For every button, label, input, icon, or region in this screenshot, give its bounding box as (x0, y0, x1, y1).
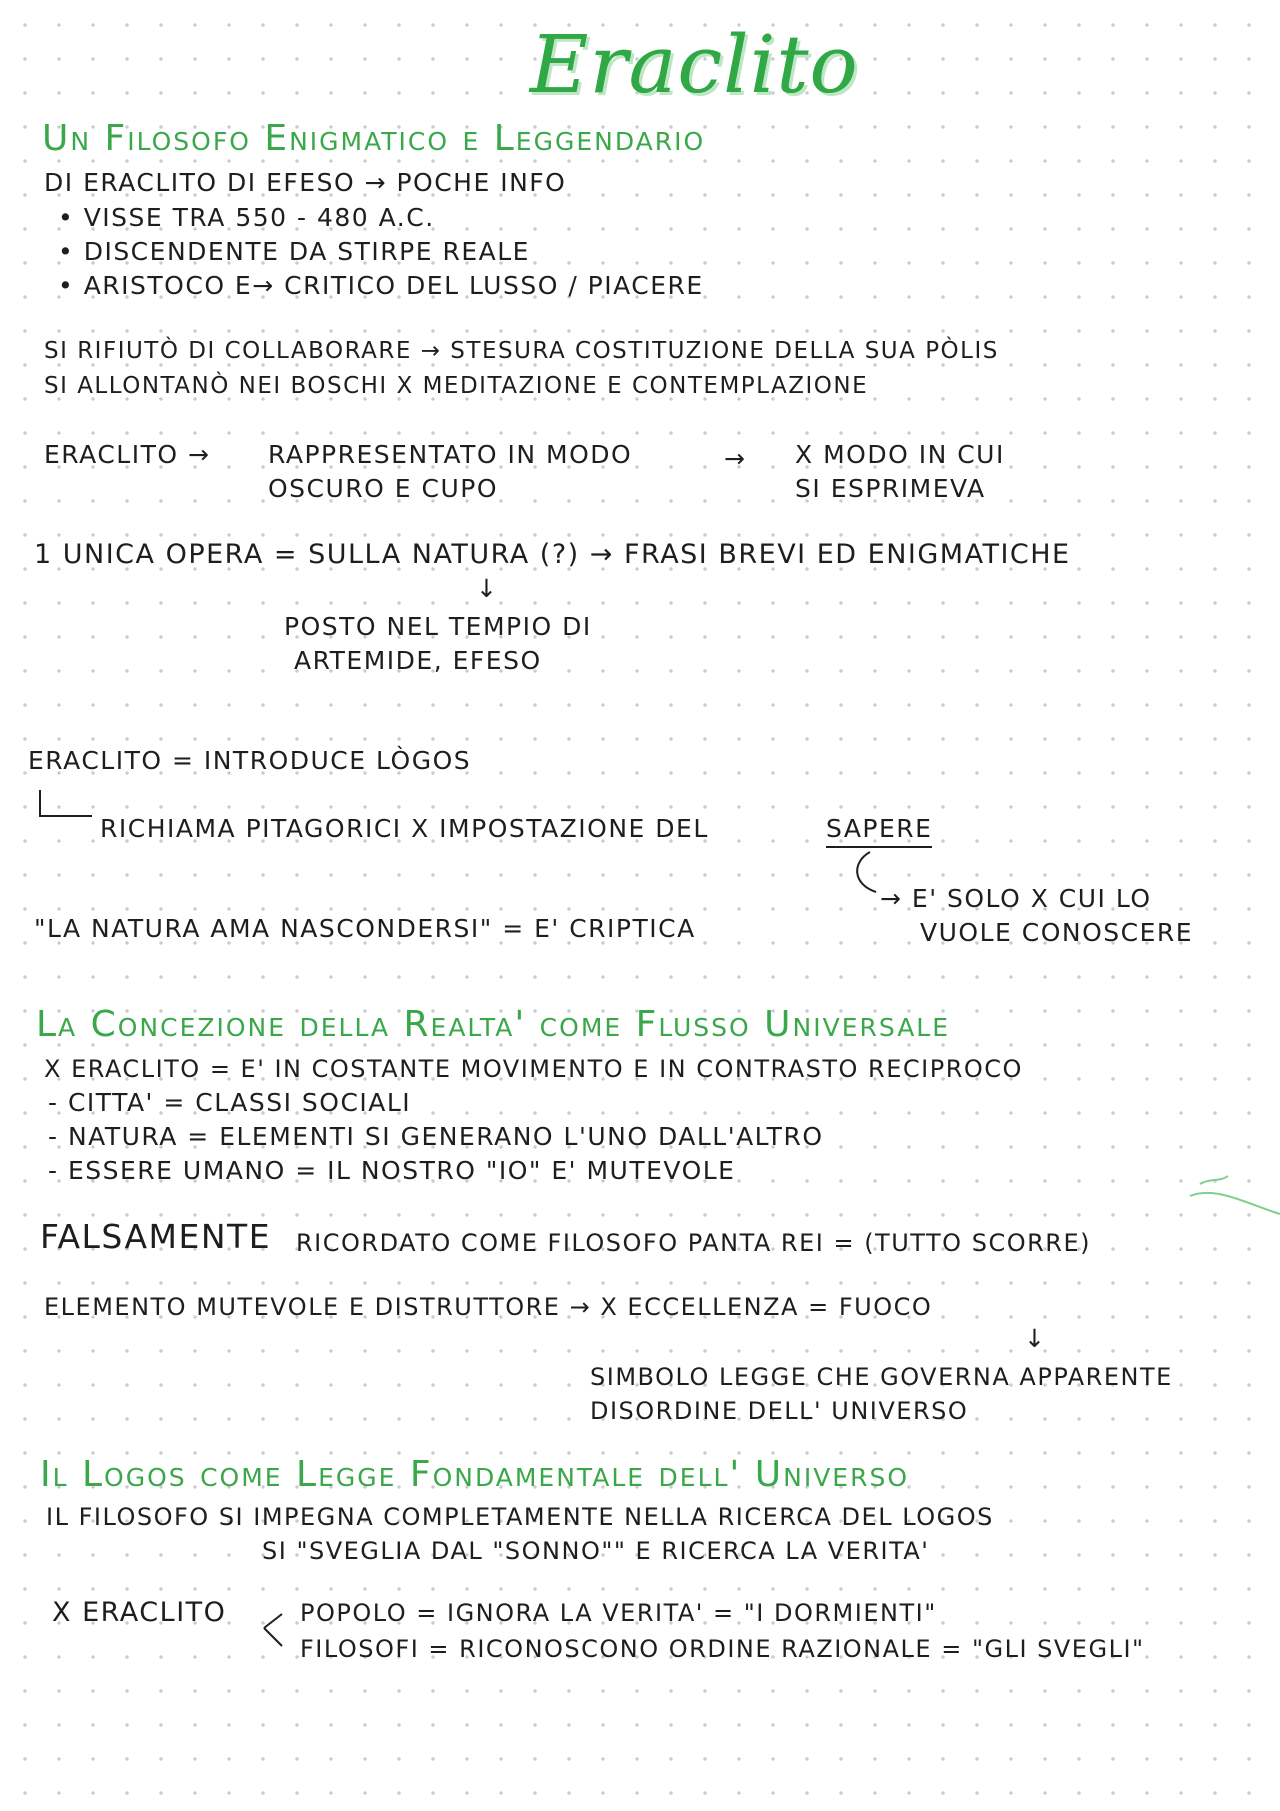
represented-line-1: RAPPRESENTATO IN MODO (268, 440, 633, 469)
down-arrow-opera: ↓ (476, 574, 499, 603)
page-title: Eraclito (530, 18, 859, 111)
branch-popolo: POPOLO = IGNORA LA VERITA' = "I DORMIENTI" (300, 1599, 937, 1627)
logos-line: ERACLITO = INTRODUCE LÒGOS (28, 746, 472, 775)
sapere-note-1: → E' SOLO X CUI LO (880, 884, 1152, 913)
bullet-discendente: • DISCENDENTE DA STIRPE REALE (58, 237, 530, 266)
falsely-word: FALSAMENTE (40, 1217, 272, 1256)
refusal-line-2: SI ALLONTANÒ NEI BOSCHI X MEDITAZIONE E CONTEMPLAZIONE (44, 373, 869, 399)
symbol-line-2: DISORDINE DELL' UNIVERSO (590, 1397, 969, 1425)
section2-heading: La Concezione della Realta' come Flusso Universale (36, 1004, 951, 1045)
green-squiggle-decoration (1190, 1176, 1280, 1214)
branch-filosofi: FILOSOFI = RICONOSCONO ORDINE RAZIONALE = "GLI SVEGLI" (300, 1635, 1145, 1663)
intro-line: DI ERACLITO DI EFESO → POCHE INFO (44, 168, 567, 197)
item-natura: - NATURA = ELEMENTI SI GENERANO L'UNO DALL'ALTRO (48, 1122, 824, 1151)
logos-sub-line: RICHIAMA PITAGORICI X IMPOSTAZIONE DEL (100, 814, 709, 843)
quote-line: "LA NATURA AMA NASCONDERSI" = E' CRIPTICA (34, 914, 696, 943)
item-essere-umano: - ESSERE UMANO = IL NOSTRO "IO" E' MUTEVOLE (48, 1156, 736, 1185)
expression-line-2: SI ESPRIMEVA (795, 474, 986, 503)
temple-line-1: POSTO NEL TEMPIO DI (284, 612, 592, 641)
curved-arrow-sapere (857, 852, 876, 892)
elbow-arrow-logos (40, 790, 92, 816)
down-arrow-fire: ↓ (1024, 1324, 1047, 1353)
flux-line: X ERACLITO = E' IN COSTANTE MOVIMENTO E IN CONTRASTO RECIPROCO (44, 1055, 1023, 1083)
sapere-word: SAPERE (826, 814, 932, 848)
refusal-line-1: SI RIFIUTÒ DI COLLABORARE → STESURA COSTITUZIONE DELLA SUA PÒLIS (44, 338, 999, 364)
item-citta: - CITTA' = CLASSI SOCIALI (48, 1088, 412, 1117)
eraclito-label: ERACLITO → (44, 440, 211, 469)
panta-rei-line: RICORDATO COME FILOSOFO PANTA REI = (TUTTO SCORRE) (296, 1229, 1091, 1257)
philosopher-line-1: IL FILOSOFO SI IMPEGNA COMPLETAMENTE NELLA RICERCA DEL LOGOS (46, 1503, 994, 1531)
philosopher-line-2: SI "SVEGLIA DAL "SONNO"" E RICERCA LA VERITA' (262, 1537, 930, 1565)
section3-heading: Il Logos come Legge Fondamentale dell' Universo (40, 1454, 910, 1495)
arrow-right: → (724, 444, 747, 473)
expression-line-1: X MODO IN CUI (795, 440, 1005, 469)
temple-line-2: ARTEMIDE, EFESO (294, 646, 542, 675)
symbol-line-1: SIMBOLO LEGGE CHE GOVERNA APPARENTE (590, 1363, 1173, 1391)
section1-heading: Un Filosofo Enigmatico e Leggendario (42, 118, 706, 159)
opera-line: 1 UNICA OPERA = SULLA NATURA (?) → FRASI BREVI ED ENIGMATICHE (34, 539, 1071, 570)
x-eraclito-label: X ERACLITO (52, 1597, 227, 1628)
fire-line: ELEMENTO MUTEVOLE E DISTRUTTORE → X ECCELLENZA = FUOCO (44, 1293, 933, 1321)
represented-line-2: OSCURO E CUPO (268, 474, 499, 503)
branch-bracket (264, 1614, 282, 1646)
bullet-aristoco: • ARISTOCO E→ CRITICO DEL LUSSO / PIACERE (58, 271, 704, 300)
sapere-note-2: VUOLE CONOSCERE (920, 918, 1194, 947)
bullet-visse: • VISSE TRA 550 - 480 A.C. (58, 203, 435, 232)
